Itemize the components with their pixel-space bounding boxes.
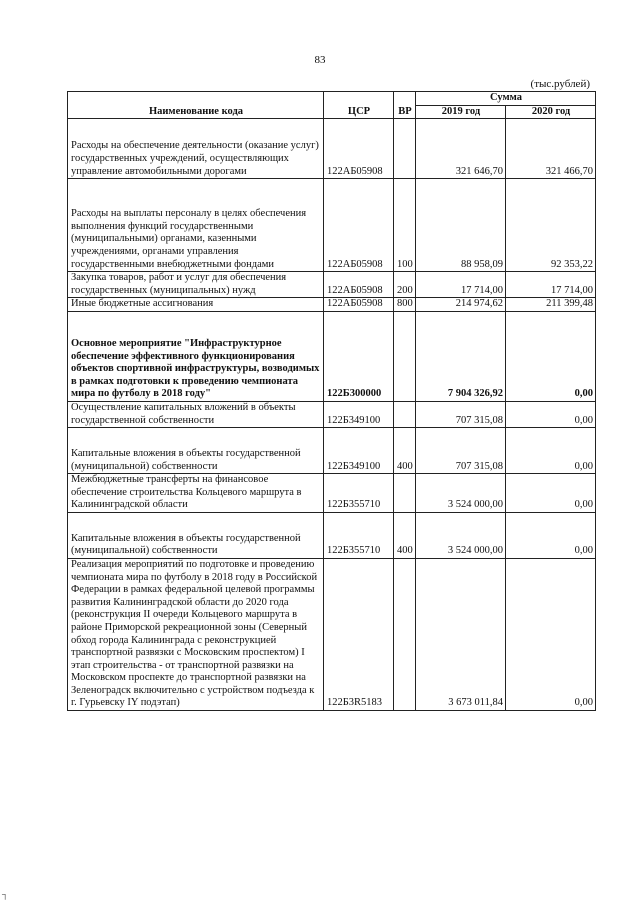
- row-2020: 92 353,22: [506, 179, 596, 272]
- row-csr: 122Б3R5183: [324, 558, 394, 710]
- row-csr: 122АБ05908: [324, 298, 394, 312]
- row-name: Основное мероприятие "Инфраструктурное обеспечение эффективного функционирования объектов спортивной инфраструктуры, возводимых в рамках подготовки к проведению чемпионата мира по футболу в 2018 году": [68, 311, 324, 401]
- row-2020: 0,00: [506, 474, 596, 513]
- row-2019: 3 524 000,00: [416, 474, 506, 513]
- header-csr: ЦСР: [324, 92, 394, 119]
- row-name: Закупка товаров, работ и услуг для обеспечения государственных (муниципальных) нужд: [68, 272, 324, 298]
- row-2019: 3 673 011,84: [416, 558, 506, 710]
- row-2020: 321 466,70: [506, 119, 596, 179]
- row-vr: 400: [394, 428, 416, 474]
- row-name: Капитальные вложения в объекты государственной (муниципальной) собственности: [68, 428, 324, 474]
- header-sum: Сумма: [416, 92, 596, 106]
- row-csr: 122Б355710: [324, 512, 394, 558]
- row-name: Реализация мероприятий по подготовке и проведению чемпионата мира по футболу в 2018 году в Российской Федерации в рамках федеральной целевой программы развития Калининградской области до 2020 года (реконструкция II очереди Кольцевого маршрута в районе Приморской рекреационной зоны (Северный обход города Калининграда с реконструкцией транспортной развязки с Московским проспектом) I этап строительства - от транспортной развязки на Московском проспекте до транспортной развязки на Зеленоградск включительно с устройством подъезда к г. Гурьевску IY подэтап): [68, 558, 324, 710]
- row-csr: 122АБ05908: [324, 179, 394, 272]
- row-2020: 211 399,48: [506, 298, 596, 312]
- page-number: 83: [314, 54, 326, 66]
- row-2020: 0,00: [506, 428, 596, 474]
- row-2020: 0,00: [506, 401, 596, 427]
- row-name: Расходы на выплаты персоналу в целях обеспечения выполнения функций государственными (муниципальными) органами, казенными учреждениями, органами управления государственными внебюджетными фондами: [68, 179, 324, 272]
- row-name: Иные бюджетные ассигнования: [68, 298, 324, 312]
- row-csr: 122Б300000: [324, 311, 394, 401]
- row-csr: 122Б355710: [324, 474, 394, 513]
- row-vr: 400: [394, 512, 416, 558]
- row-2019: 707 315,08: [416, 401, 506, 427]
- row-2019: 7 904 326,92: [416, 311, 506, 401]
- row-vr: 100: [394, 179, 416, 272]
- row-vr: [394, 558, 416, 710]
- row-2019: 321 646,70: [416, 119, 506, 179]
- units-note: (тыс.рублей): [530, 78, 590, 90]
- row-2019: 3 524 000,00: [416, 512, 506, 558]
- table-row: [68, 558, 596, 710]
- row-csr: 122АБ05908: [324, 272, 394, 298]
- row-2019: 707 315,08: [416, 428, 506, 474]
- budget-table: [67, 91, 596, 711]
- header-vr: ВР: [394, 92, 416, 119]
- row-2020: 0,00: [506, 512, 596, 558]
- header-name: Наименование кода: [68, 92, 324, 119]
- row-vr: [394, 474, 416, 513]
- table-row: [68, 512, 596, 558]
- row-vr: [394, 119, 416, 179]
- table-row: [68, 119, 596, 179]
- row-vr: 200: [394, 272, 416, 298]
- row-name: Расходы на обеспечение деятельности (оказание услуг) государственных учреждений, осуществляющих управление автомобильными дорогами: [68, 119, 324, 179]
- row-2019: 17 714,00: [416, 272, 506, 298]
- row-2020: 17 714,00: [506, 272, 596, 298]
- table-row: [68, 401, 596, 427]
- table-row: [68, 298, 596, 312]
- row-name: Осуществление капитальных вложений в объекты государственной собственности: [68, 401, 324, 427]
- header-2020: 2020 год: [506, 105, 596, 119]
- row-name: Капитальные вложения в объекты государственной (муниципальной) собственности: [68, 512, 324, 558]
- row-vr: [394, 401, 416, 427]
- table-row: [68, 272, 596, 298]
- table-row: [68, 428, 596, 474]
- row-2019: 214 974,62: [416, 298, 506, 312]
- row-name: Межбюджетные трансферты на финансовое обеспечение строительства Кольцевого маршрута в Калининградской области: [68, 474, 324, 513]
- row-csr: 122Б349100: [324, 428, 394, 474]
- margin-mark: ┐: [2, 889, 9, 899]
- row-2020: 0,00: [506, 311, 596, 401]
- header-2019: 2019 год: [416, 105, 506, 119]
- table-row: [68, 474, 596, 513]
- row-2020: 0,00: [506, 558, 596, 710]
- row-csr: 122Б349100: [324, 401, 394, 427]
- row-2019: 88 958,09: [416, 179, 506, 272]
- table-row: [68, 311, 596, 401]
- row-vr: 800: [394, 298, 416, 312]
- row-csr: 122АБ05908: [324, 119, 394, 179]
- row-vr: [394, 311, 416, 401]
- table-row: [68, 179, 596, 272]
